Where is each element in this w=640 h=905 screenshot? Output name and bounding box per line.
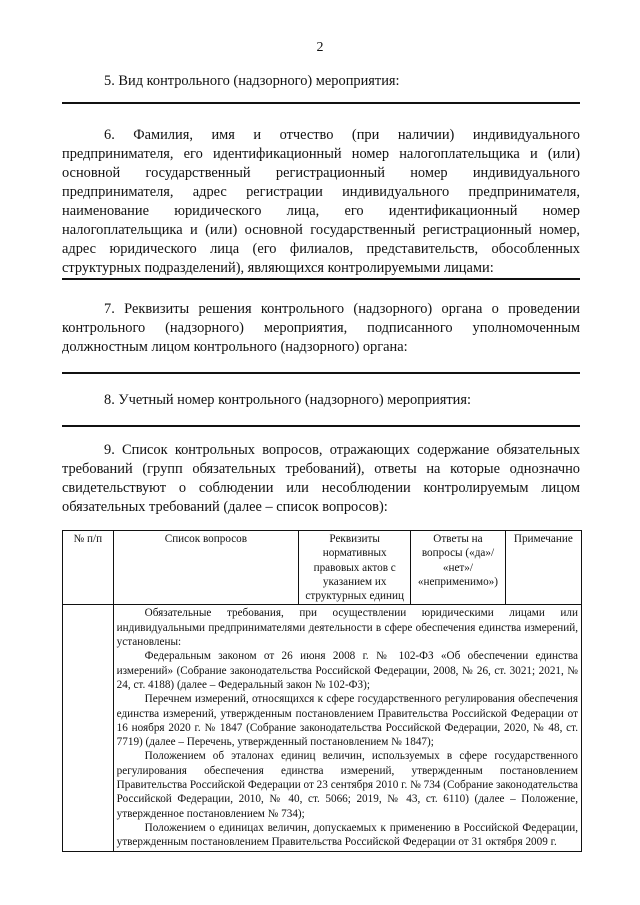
section-8-blank-line: [62, 425, 580, 427]
row-number-cell: [63, 605, 114, 851]
section-5-text: 5. Вид контрольного (надзорного) мероприятия:: [104, 73, 400, 89]
requirement-units-regulation: Положением о единицах величин, допускаемых к применению в Российской Федерации, утвержденным постановлением Правительства Российской Федерации от 31 октября 2009 г.: [116, 821, 578, 849]
table-header-row: [63, 531, 582, 605]
header-questions: Список вопросов: [113, 531, 298, 605]
requirement-list-1847: Перечнем измерений, относящихся к сфере государственного регулирования обеспечения единства измерений, утвержденным постановлением Правительства Российской Федерации от 16 ноября 2020 г. № 1847 (Собрание законодательства Российской Федерации, 2020, № 48, ст. 7719) (далее – Перечень, утвержденный постановлением № 1847);: [116, 693, 578, 749]
table-row: [63, 605, 582, 851]
checklist-table: [62, 530, 582, 852]
section-6-text: 6. Фамилия, имя и отчество (при наличии) индивидуального предпринимателя, его идентификационный номер налогоплательщика и (или) основной государственный регистрационный номер индивидуального предпринимателя, адрес регистрации индивидуального предпринимателя, наименование юридического лица, его идентификационный номер налогоплательщика и (или) основной государственный регистрационный номер, адрес юридического лица (его филиалов, представительств, обособленных структурных подразделений), являющихся контролируемыми лицами:: [62, 127, 580, 276]
header-note: Примечание: [505, 531, 581, 605]
section-7-text: 7. Реквизиты решения контрольного (надзорного) органа о проведении контрольного (надзорного) мероприятия, подписанного уполномоченным должностным лицом контрольного (надзорного) органа:: [62, 301, 580, 355]
header-requisites: Реквизиты нормативных правовых актов с указанием их структурных единиц: [299, 531, 411, 605]
section-7-blank-line: [62, 372, 580, 374]
header-number: № п/п: [63, 531, 114, 605]
section-9-text: 9. Список контрольных вопросов, отражающих содержание обязательных требований (групп обязательных требований), ответы на которые однозначно свидетельствуют о соблюдении или несоблюдении контролируемым лицом обязательных требований (далее – список вопросов):: [62, 442, 580, 515]
section-8-text: 8. Учетный номер контрольного (надзорного) мероприятия:: [104, 392, 471, 408]
section-5-blank-line: [62, 102, 580, 104]
requirement-law-102fz: Федеральным законом от 26 июня 2008 г. № 102-ФЗ «Об обеспечении единства измерений» (Собрание законодательства Российской Федерации, 2008, № 26, ст. 3021; 2021, № 24, ст. 4188) (далее – Федеральный закон № 102-ФЗ);: [116, 650, 578, 691]
requirement-regulation-734: Положением об эталонах единиц величин, используемых в сфере государственного регулирования обеспечения единства измерений, утвержденным постановлением Правительства Российской Федерации от 23 сентября 2010 г. № 734 (Собрание законодательства Российской Федерации, 2010, № 40, ст. 5066; 2019, № 43, ст. 6110) (далее – Положение, утвержденное постановлением № 734);: [116, 750, 578, 820]
requirements-cell: [113, 605, 581, 851]
requirements-intro: Обязательные требования, при осуществлении юридическими лицами или индивидуальными предпринимателями деятельности в сфере обеспечения единства измерений, установлены:: [116, 607, 578, 649]
header-answers: Ответы на вопросы («да»/ «нет»/ «неприменимо»): [411, 531, 505, 605]
section-6-blank-line: [62, 278, 580, 280]
page-number: 2: [316, 40, 324, 55]
